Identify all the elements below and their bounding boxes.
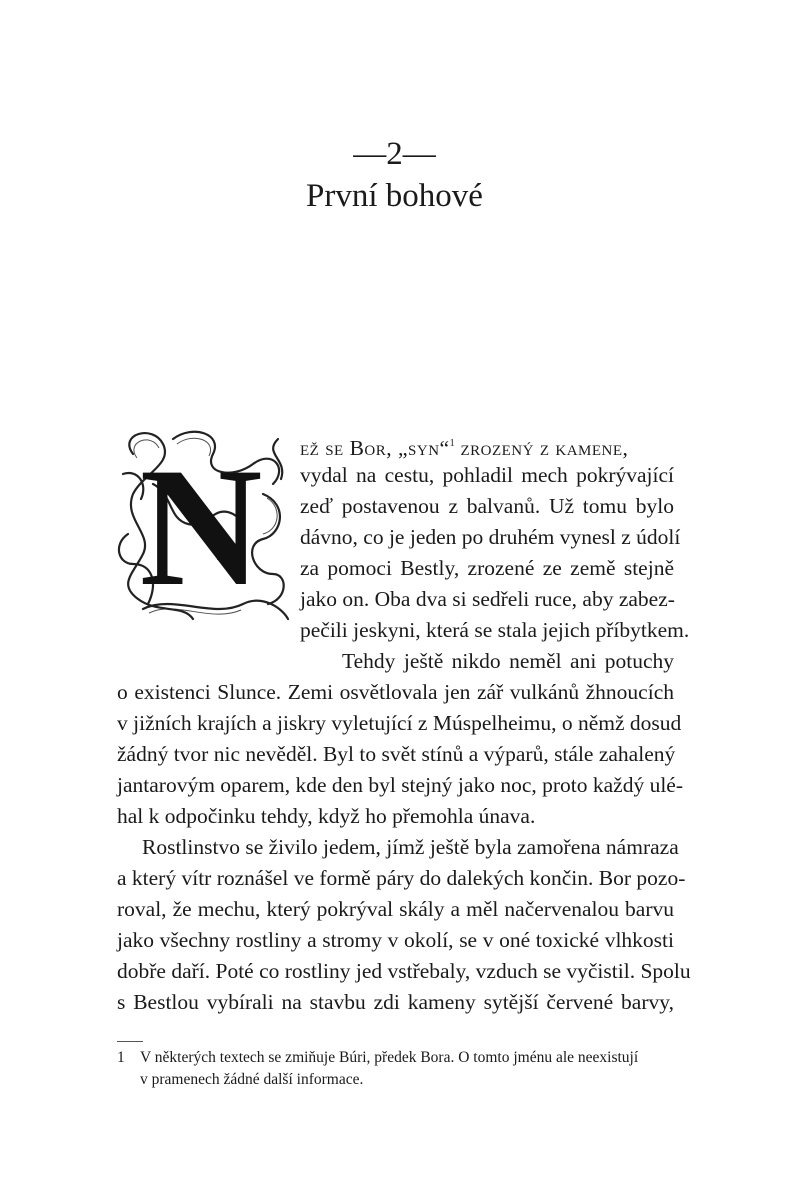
text-line: pečili jeskyni, která se stala jejich příbytkem. [300, 618, 690, 642]
text-line: jantarovým oparem, kde den byl stejný jako noc, proto každý ulé- [117, 773, 684, 797]
footnote-line: v pramenech žádné další informace. [140, 1071, 364, 1088]
text-line: jako on. Oba dva si sedřeli ruce, aby zabez- [300, 587, 675, 611]
text-line: roval, že mechu, který pokrýval skály a měl načervenalou barvu [117, 897, 674, 921]
text-line: Tehdy ještě nikdo neměl ani potuchy [342, 649, 674, 673]
text-line: s Bestlou vybírali na stavbu zdi kameny sytější červené barvy, [117, 990, 674, 1014]
first-line-smallcaps-a: ež se Bor, „syn“ [300, 436, 450, 460]
text-line: za pomoci Bestly, zrozené ze země stejně [300, 556, 674, 580]
svg-text:N: N [139, 433, 263, 621]
text-line: v jižních krajích a jiskry vyletující z Múspelheimu, o němž dosud [117, 711, 682, 735]
chapter-number: —2— [353, 136, 436, 172]
footnote-line: V některých textech se zmiňuje Búri, předek Bora. O tomto jménu ale neexistují [140, 1049, 639, 1066]
footnote-reference: 1 [449, 438, 455, 449]
text-line: dávno, co je jeden po druhém vynesl z údolí [300, 525, 681, 549]
text-line: dobře daří. Poté co rostliny jed vstřebaly, vzduch se vyčistil. Spolu [117, 959, 691, 983]
text-line: zeď postavenou z balvanů. Už tomu bylo [300, 494, 674, 518]
footnote-number: 1 [117, 1049, 125, 1066]
text-line: hal k odpočinku tehdy, když ho přemohla únava. [117, 804, 536, 828]
footnote-rule [117, 1041, 143, 1042]
text-line: jako všechny rostliny a stromy v okolí, se v oné toxické vlhkosti [117, 928, 674, 952]
text-line: o existenci Slunce. Zemi osvětlovala jen zář vulkánů žhnoucích [117, 680, 674, 704]
text-line: Rostlinstvo se živilo jedem, jímž ještě byla zamořena námraza [142, 835, 679, 859]
first-line-smallcaps-b: zrozený z kamene, [454, 436, 629, 460]
chapter-title: První bohové [306, 178, 483, 214]
text-line: a který vítr roznášel ve formě páry do dalekých končin. Bor pozo- [117, 866, 686, 890]
drop-cap-ornament [113, 424, 293, 624]
text-line: vydal na cestu, pohladil mech pokrývající [300, 463, 674, 487]
text-line: žádný tvor nic nevěděl. Byl to svět stínů a výparů, stále zahalený [117, 742, 676, 766]
